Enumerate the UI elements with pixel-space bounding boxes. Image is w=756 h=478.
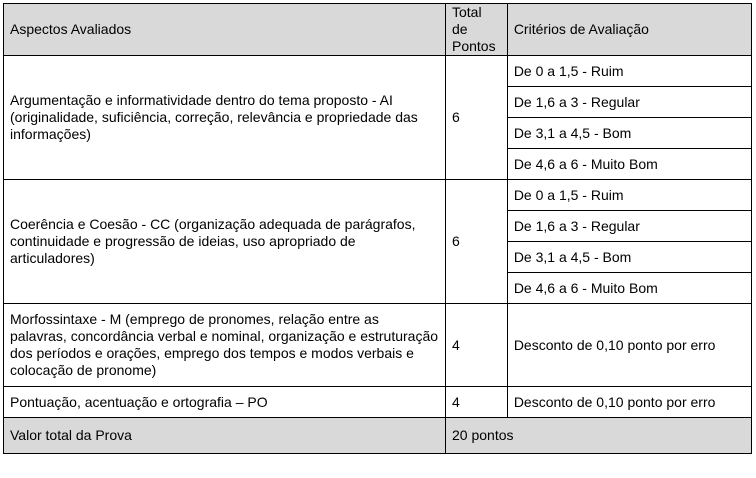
criteria-cell: Desconto de 0,10 ponto por erro — [507, 304, 751, 387]
table-row-po — [4, 387, 752, 418]
aspect-cell-m: Morfossintaxe - M (emprego de pronomes, relação entre as palavras, concordância verbal e nominal, organização e estruturação dos períodos e orações, emprego dos tempos e modos verbais e colocação de pronome) — [4, 304, 446, 387]
points-cell-cc: 6 — [446, 180, 508, 304]
header-total-points — [446, 4, 508, 56]
criteria-cell: Desconto de 0,10 ponto por erro — [507, 387, 751, 418]
aspect-cell-po: Pontuação, acentuação e ortografia – PO — [4, 387, 446, 418]
criteria-cell: De 0 a 1,5 - Ruim — [507, 56, 751, 87]
criteria-cell: De 4,6 a 6 - Muito Bom — [507, 273, 751, 304]
table-row-m — [4, 304, 752, 387]
evaluation-criteria-table — [3, 3, 752, 454]
table-row-ai — [4, 56, 752, 87]
criteria-cell: De 3,1 a 4,5 - Bom — [507, 118, 751, 149]
criteria-cell: De 4,6 a 6 - Muito Bom — [507, 149, 751, 180]
header-total-points-line1: Total de — [452, 4, 482, 37]
header-total-points-line2: Pontos — [452, 38, 496, 54]
header-aspects: Aspectos Avaliados — [4, 4, 446, 56]
criteria-cell: De 1,6 a 3 - Regular — [507, 211, 751, 242]
points-cell-m: 4 — [446, 304, 508, 387]
total-value: 20 pontos — [446, 418, 752, 454]
total-label: Valor total da Prova — [4, 418, 446, 454]
header-criteria: Critérios de Avaliação — [507, 4, 751, 56]
table-row-cc — [4, 180, 752, 211]
aspect-cell-cc: Coerência e Coesão - CC (organização adequada de parágrafos, continuidade e progressão de ideias, uso apropriado de articuladores) — [4, 180, 446, 304]
criteria-cell: De 0 a 1,5 - Ruim — [507, 180, 751, 211]
points-cell-po: 4 — [446, 387, 508, 418]
table-total-row — [4, 418, 752, 454]
aspect-cell-ai: Argumentação e informatividade dentro do tema proposto - AI (originalidade, suficiência, correção, relevância e propriedade das informações) — [4, 56, 446, 180]
points-cell-ai: 6 — [446, 56, 508, 180]
evaluation-table-container — [3, 3, 752, 454]
criteria-cell: De 3,1 a 4,5 - Bom — [507, 242, 751, 273]
criteria-cell: De 1,6 a 3 - Regular — [507, 87, 751, 118]
table-header-row — [4, 4, 752, 56]
